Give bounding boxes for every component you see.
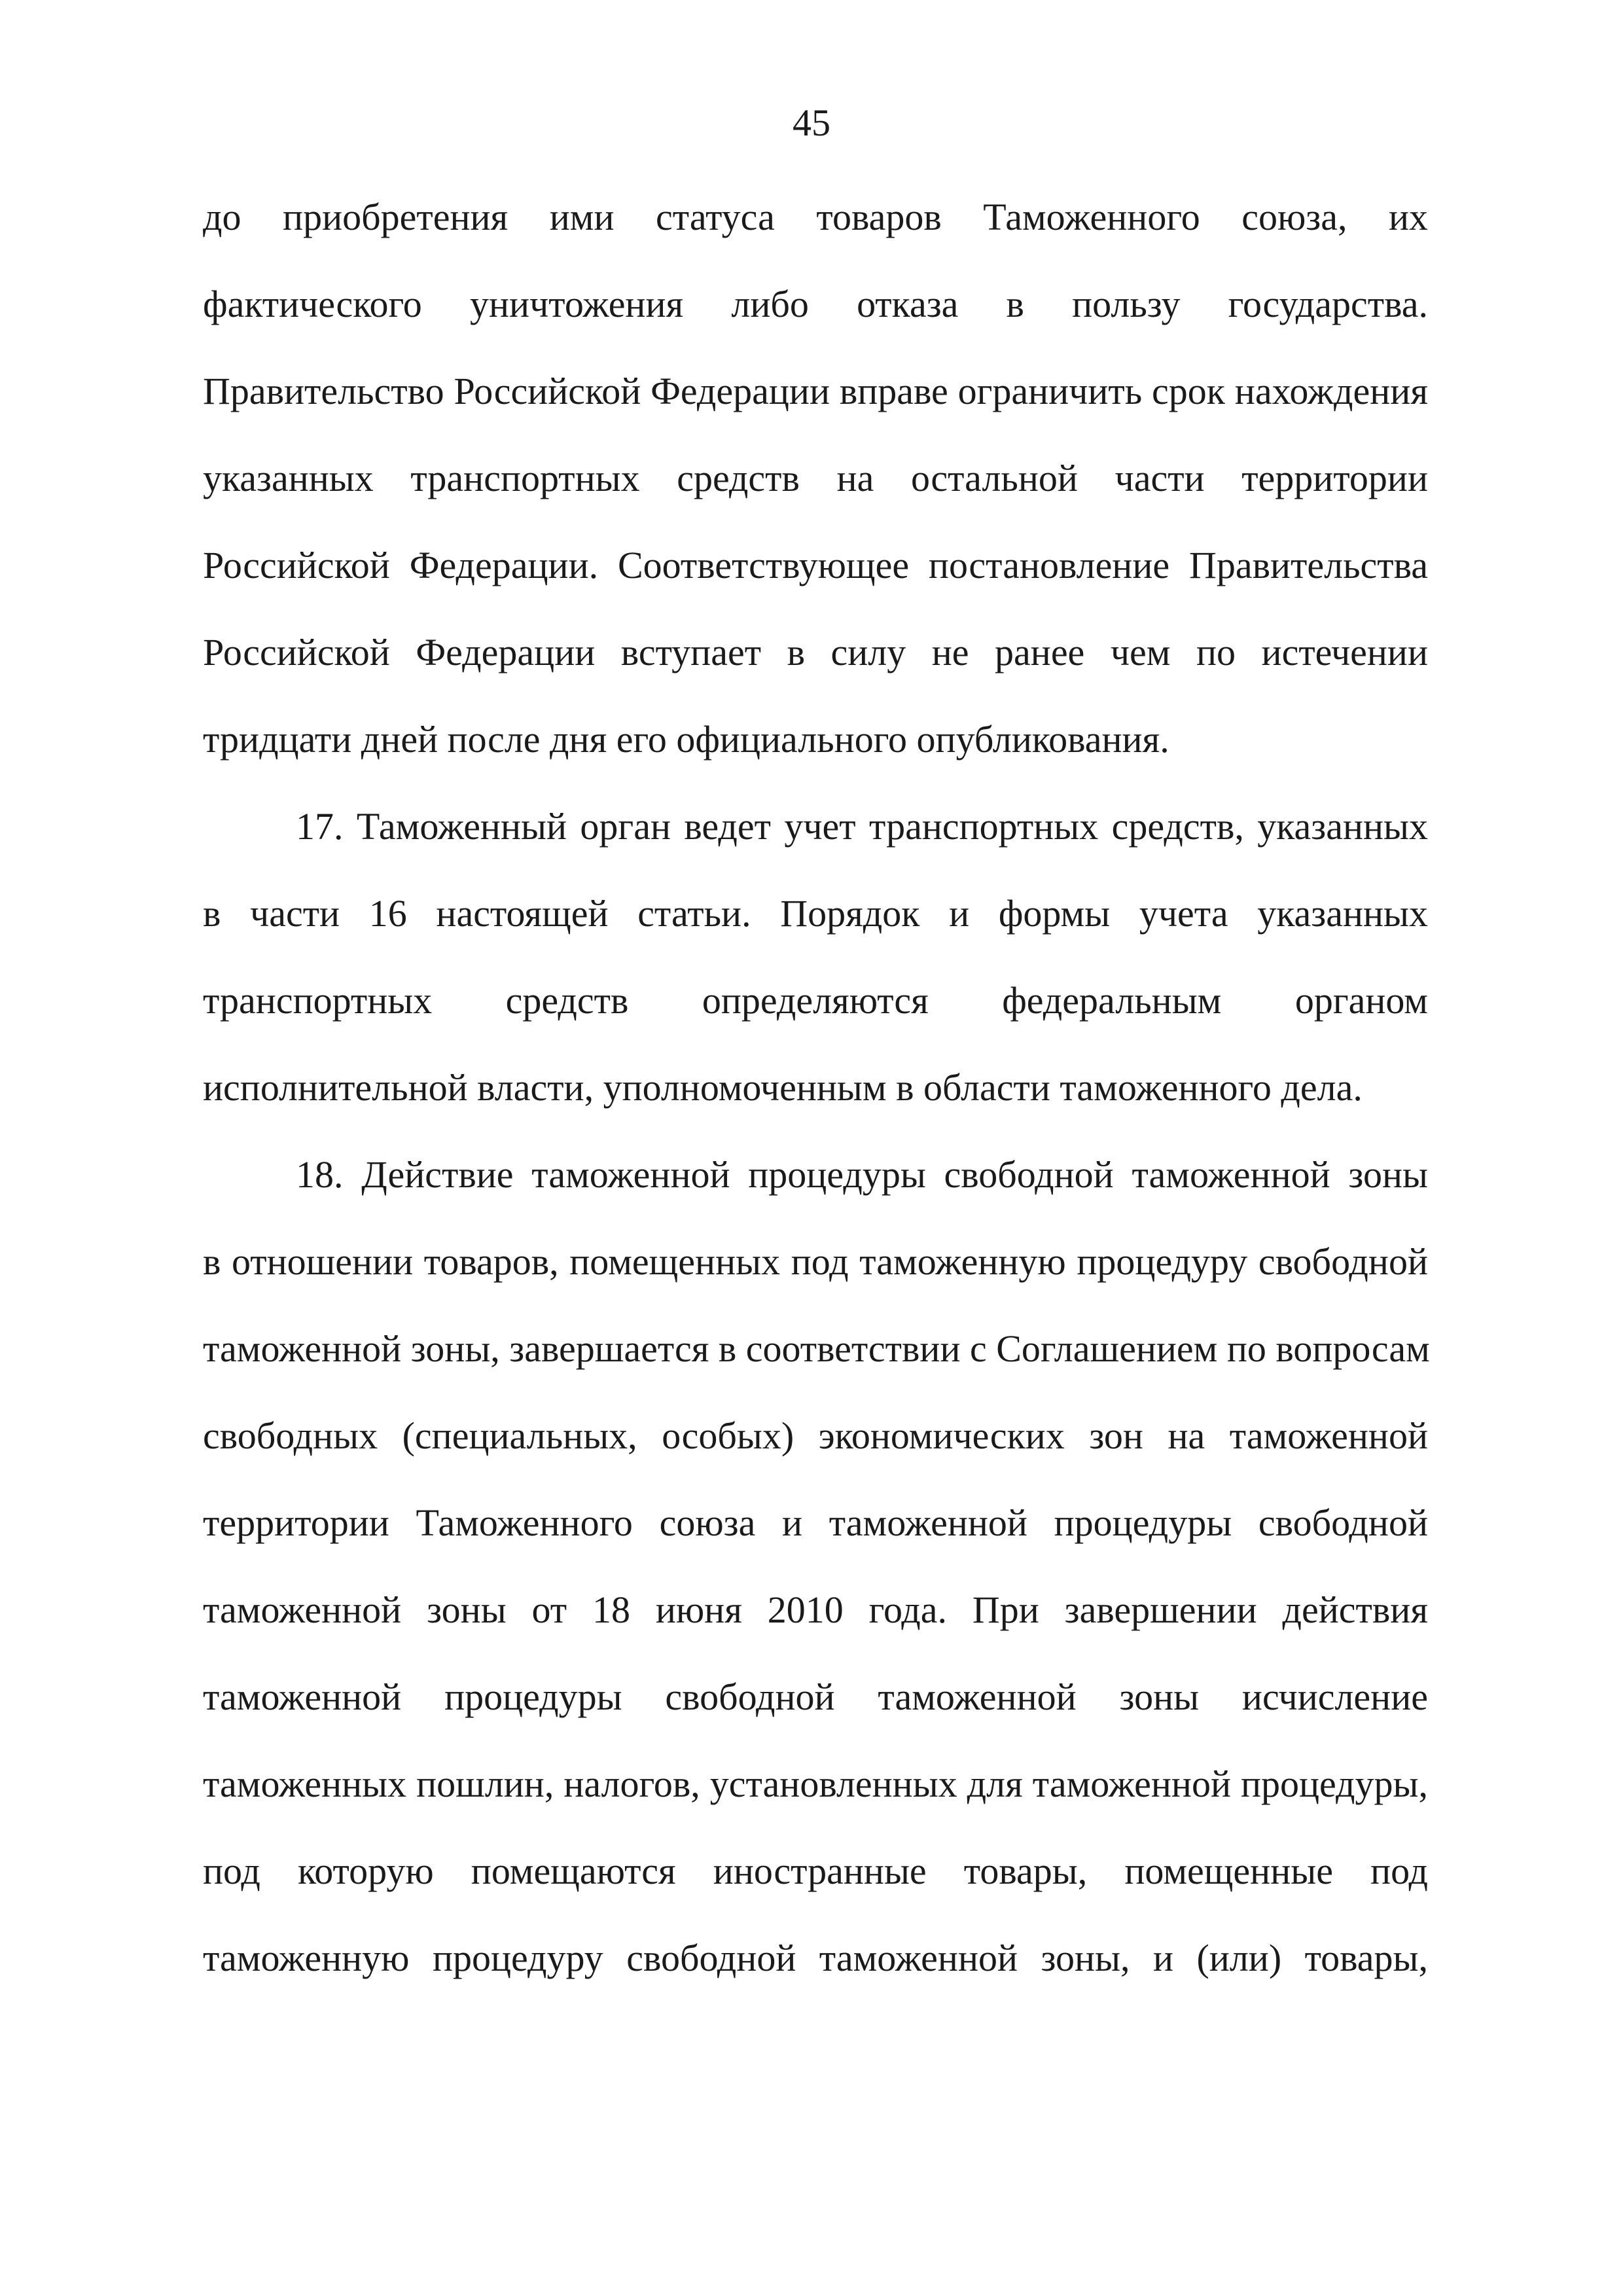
text-line: 17. Таможенный орган ведет учет транспортных средств, указанных — [296, 805, 1428, 848]
text-line: Российской Федерации вступает в силу не ранее чем по истечении — [203, 631, 1428, 673]
text-line: таможенной процедуры свободной таможенной зоны исчисление — [203, 1676, 1428, 1718]
text-line: в отношении товаров, помещенных под таможенную процедуру свободной — [203, 1240, 1428, 1283]
text-line: указанных транспортных средств на остальной части территории — [203, 457, 1428, 499]
text-line: транспортных средств определяются федеральным органом — [203, 979, 1428, 1022]
text-line: таможенную процедуру свободной таможенной зоны, и (или) товары, — [203, 1937, 1428, 1979]
text-line: Российской Федерации. Соответствующее постановление Правительства — [203, 544, 1428, 586]
text-line: 18. Действие таможенной процедуры свободной таможенной зоны — [296, 1153, 1428, 1196]
text-line: таможенной зоны от 18 июня 2010 года. При завершении действия — [203, 1588, 1428, 1631]
text-line: исполнительной власти, уполномоченным в области таможенного дела. — [203, 1066, 1363, 1109]
text-line: фактического уничтожения либо отказа в пользу государства. — [203, 283, 1428, 325]
text-line: тридцати дней после дня его официального опубликования. — [203, 718, 1169, 761]
text-line: в части 16 настоящей статьи. Порядок и формы учета указанных — [203, 892, 1428, 935]
text-line: таможенной зоны, завершается в соответствии с Соглашением по вопросам — [203, 1327, 1430, 1370]
text-line: Правительство Российской Федерации вправе ограничить срок нахождения — [203, 370, 1428, 412]
text-line: под которую помещаются иностранные товары, помещенные под — [203, 1850, 1428, 1892]
page-number: 45 — [793, 101, 830, 144]
text-line: до приобретения ими статуса товаров Таможенного союза, их — [203, 196, 1428, 238]
text-line: таможенных пошлин, налогов, установленных для таможенной процедуры, — [203, 1763, 1428, 1805]
document-body — [203, 191, 1428, 2019]
text-line: свободных (специальных, особых) экономических зон на таможенной — [203, 1414, 1428, 1457]
text-line: территории Таможенного союза и таможенной процедуры свободной — [203, 1501, 1428, 1544]
